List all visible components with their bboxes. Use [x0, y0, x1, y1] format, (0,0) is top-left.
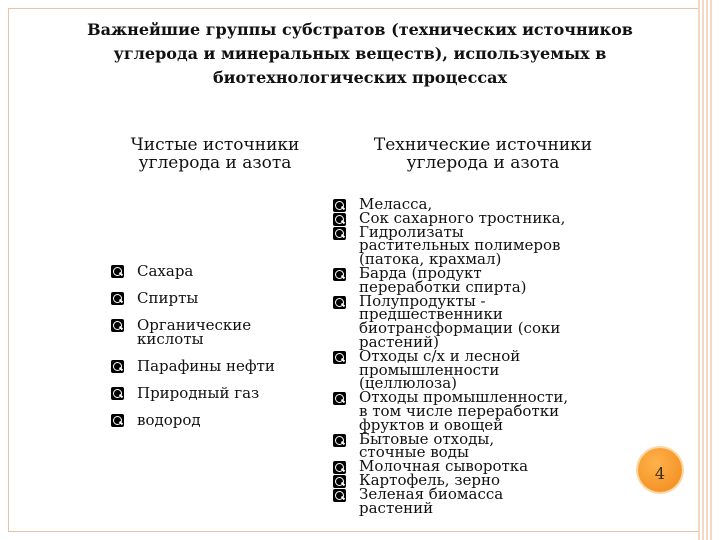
pure-sources-list: [111, 260, 331, 440]
checkbox-bullet-icon: [111, 387, 124, 400]
checkbox-bullet-icon: [333, 213, 346, 226]
checkbox-bullet-icon: [333, 434, 346, 447]
list-item: [333, 484, 623, 517]
technical-sources-list: [333, 195, 623, 517]
checkbox-bullet-icon: [333, 489, 346, 502]
list-item-label: Полупродукты - предшественники биотрансформации (соки растений): [359, 291, 561, 351]
page-number-badge: 4: [638, 448, 682, 492]
list-item-label: Барда (продукт переработки спирта): [359, 263, 527, 296]
slide-title: Важнейшие группы субстратов (технических источников углерода и минеральных веществ), используемых в биотехнологических процессах: [87, 20, 633, 87]
list-item: [333, 388, 623, 434]
list-item-label: водород: [137, 411, 201, 429]
checkbox-bullet-icon: [111, 360, 124, 373]
left-column-heading: Чистые источники углерода и азота: [130, 135, 300, 173]
list-item: [111, 413, 331, 427]
list-item: [333, 429, 623, 462]
list-item: [333, 346, 623, 393]
checkbox-bullet-icon: [111, 319, 124, 332]
list-item-label: Спирты: [137, 289, 199, 307]
list-item-label: Отходы промышленности, в том числе переработки фруктов и овощей: [359, 388, 569, 434]
list-item-label: Сахара: [137, 262, 194, 280]
checkbox-bullet-icon: [111, 292, 124, 305]
list-item-label: Картофель, зерно: [359, 470, 501, 489]
list-item-label: Бытовые отходы, сточные воды: [359, 429, 495, 462]
right-column-heading: Технические источники углерода и азота: [373, 135, 593, 173]
list-item: [111, 291, 331, 305]
list-item-label: Зеленая биомасса растений: [359, 484, 504, 517]
checkbox-bullet-icon: [111, 414, 124, 427]
checkbox-bullet-icon: [333, 227, 346, 240]
list-item-label: Парафины нефти: [137, 357, 275, 375]
checkbox-bullet-icon: [333, 461, 346, 474]
checkbox-bullet-icon: [333, 268, 346, 281]
list-item: [333, 263, 623, 296]
checkbox-bullet-icon: [333, 392, 346, 405]
list-item: [111, 318, 331, 346]
checkbox-bullet-icon: [333, 475, 346, 488]
checkbox-bullet-icon: [333, 296, 346, 309]
checkbox-bullet-icon: [333, 199, 346, 212]
list-item-label: Меласса,: [359, 195, 433, 213]
list-item: [111, 386, 331, 400]
checkbox-bullet-icon: [333, 351, 346, 364]
list-item-label: Сок сахарного тростника,: [359, 208, 566, 227]
list-item-label: Гидролизаты растительных полимеров (патока, крахмал): [359, 222, 561, 269]
list-item-label: Отходы с/х и лесной промышленности (целлюлоза): [359, 346, 521, 393]
list-item-label: Природный газ: [137, 384, 260, 402]
list-item-label: Органические кислоты: [137, 316, 252, 348]
checkbox-bullet-icon: [111, 265, 124, 278]
list-item: [333, 291, 623, 351]
decorative-stripe: [698, 0, 712, 540]
list-item-label: Молочная сыворотка: [359, 457, 529, 476]
list-item: [333, 222, 623, 269]
list-item: [111, 264, 331, 278]
list-item: [111, 359, 331, 373]
